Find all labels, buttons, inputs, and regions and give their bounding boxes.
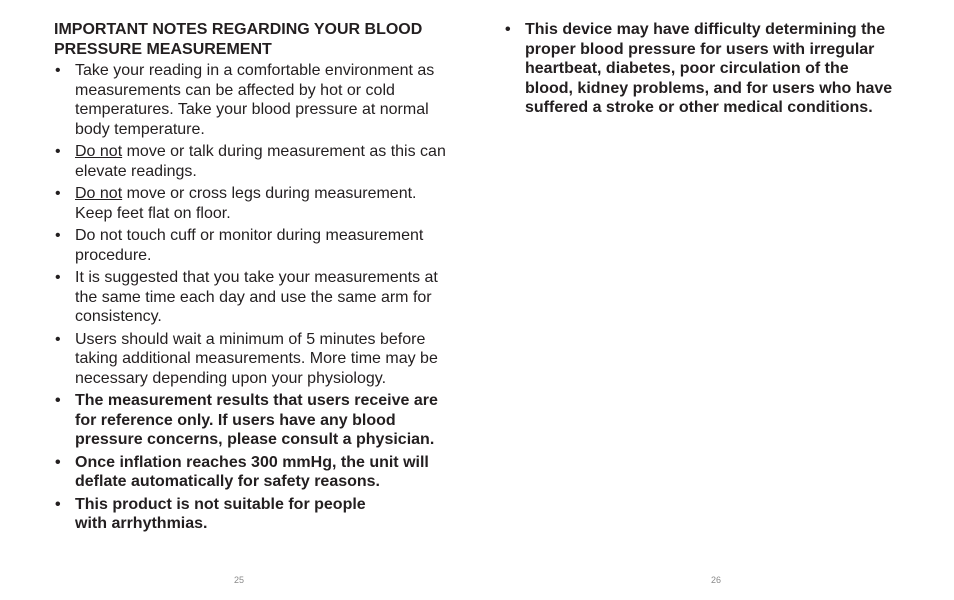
note-text: move or cross legs during measurement. Keep feet flat on floor. [75,185,417,222]
note-item [54,184,449,223]
bullet-icon: • [55,227,61,244]
note-text: It is suggested that you take your measurements at the same time each day and use the same arm for consistency. [75,269,438,325]
note-text: This product is not suitable for people with arrhythmias. [75,495,366,532]
note-item [54,142,449,181]
notes-list [54,61,449,534]
note-item-bold [54,453,449,492]
section-heading: IMPORTANT NOTES REGARDING YOUR BLOOD PRESSURE MEASUREMENT [54,21,423,58]
right-column [504,20,899,121]
note-item [54,61,449,139]
note-item [54,268,449,327]
note-item [54,226,449,265]
bullet-icon: • [55,330,61,348]
note-text: Do not touch cuff or monitor during measurement procedure. [75,227,424,264]
note-item-bold [54,391,449,450]
note-text: Once inflation reaches 300 mmHg, the unit will deflate automatically for safety reasons. [75,453,429,490]
bullet-icon: • [505,21,511,38]
note-text: Users should wait a minimum of 5 minutes before taking additional measurements. More time may be necessary depending upon your physiology. [75,330,438,387]
bullet-icon: • [55,185,61,202]
note-item [54,330,449,389]
note-text: move or talk during measurement as this can elevate readings. [75,143,446,180]
note-text: This device may have difficulty determining the proper blood pressure for users with irregular heartbeat, diabetes, poor circulation of the blood, kidney problems, and for users who have suffered a stroke or other medical conditions. [525,21,893,116]
bullet-icon: • [55,453,61,471]
right-page [477,0,954,600]
bullet-icon: • [55,143,61,160]
note-text: The measurement results that users receive are for reference only. If users have any blood pressure concerns, please consult a physician. [75,392,438,448]
left-column [54,20,449,537]
note-emphasis: Do not [75,143,123,160]
bullet-icon: • [55,62,61,79]
page-number: 26 [710,575,721,585]
note-text: Take your reading in a comfortable environment as measurements can be affected by hot or cold temperatures. Take your blood pressure at normal body temperature. [75,62,435,138]
bullet-icon: • [55,269,61,286]
bullet-icon: • [55,392,61,409]
note-item-bold [54,495,449,534]
note-emphasis: Do not [75,185,123,202]
page-number: 25 [233,575,244,585]
note-item-bold [504,20,899,118]
bullet-icon: • [55,495,61,513]
notes-list [504,20,899,118]
